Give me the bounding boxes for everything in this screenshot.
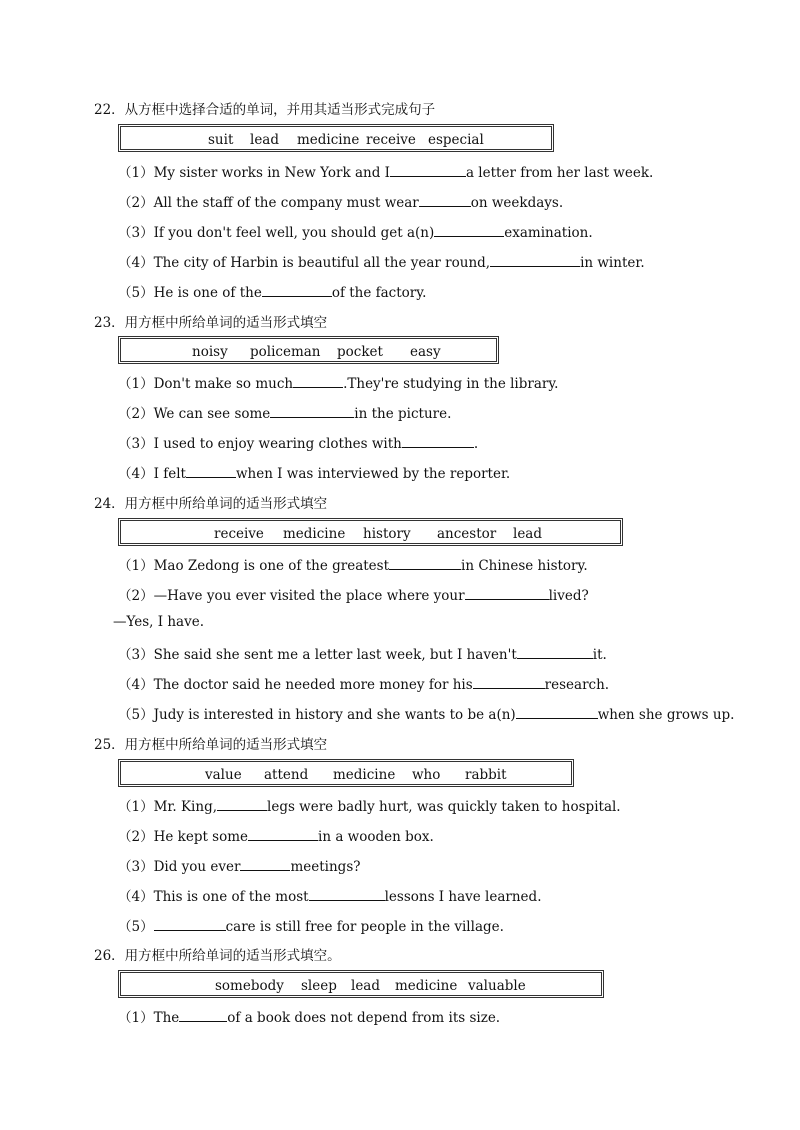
question-item [118,643,607,663]
word-box-26 [118,970,604,998]
word-box-23 [118,336,499,364]
answer-blank[interactable] [473,676,545,689]
question-item [118,372,558,392]
word-box-item: especial [428,132,484,148]
item-text-after: legs were badly hurt, was quickly taken to hospital. [267,799,621,815]
item-text-after: care is still free for people in the village. [225,919,504,935]
item-text-before: Mr. King, [153,799,218,815]
item-number: （2） [118,829,154,845]
item-number: （3） [118,436,154,452]
word-box-item: medicine [283,526,346,542]
item-text-before: He kept some [153,829,249,845]
item-number: （3） [118,647,154,663]
word-box-item: receive [366,132,416,148]
answer-blank[interactable] [179,1009,227,1022]
question-item [118,161,653,181]
item-text-before: My sister works in New York and I [153,165,390,181]
item-text-before: —Have you ever visited the place where your [153,588,465,604]
answer-blank[interactable] [293,375,343,388]
item-text-after: . [473,436,479,452]
item-text-before: The doctor said he needed more money for his [153,677,473,693]
item-number: （5） [118,919,154,935]
item-text-after: a letter from her last week. [465,165,654,181]
question-item [118,855,361,875]
item-text-after: of a book does not depend from its size. [227,1010,501,1026]
word-box-22 [118,124,554,152]
answer-blank[interactable] [262,284,332,297]
question-22-title: 22．从方框中选择合适的单词，并用其适当形式完成句子 [94,102,436,118]
item-number: （1） [118,376,154,392]
item-text-after: in Chinese history. [461,558,588,574]
answer-blank[interactable] [517,646,593,659]
answer-blank[interactable] [154,918,226,931]
question-item [118,554,588,574]
item-text-before: Did you ever [153,859,241,875]
answer-blank[interactable] [490,254,580,267]
item-text-after: it. [592,647,607,663]
question-item [118,915,504,935]
word-box-item: medicine [395,978,458,994]
question-item [118,251,645,271]
answer-blank[interactable] [402,435,474,448]
item-text-before: The city of Harbin is beautiful all the year round, [153,255,491,271]
answer-blank[interactable] [240,858,290,871]
question-item [118,281,426,301]
item-text-before: I used to enjoy wearing clothes with [153,436,402,452]
answer-blank[interactable] [465,587,549,600]
word-box-item: noisy [192,344,228,360]
item-text-before: She said she sent me a letter last week, but I haven't [153,647,517,663]
word-box-item: easy [410,344,441,360]
item-text-after: of the factory. [331,285,427,301]
item-number: （4） [118,677,154,693]
question-item [118,673,609,693]
item-number: （5） [118,285,154,301]
word-box-25 [118,759,574,787]
answer-blank[interactable] [309,888,385,901]
word-box-item: medicine [297,132,360,148]
item-number: （1） [118,1010,154,1026]
answer-line: —Yes, I have. [113,614,205,630]
item-number: （4） [118,466,154,482]
item-text-before: Mao Zedong is one of the greatest [153,558,390,574]
question-24-title: 24．用方框中所给单词的适当形式填空 [94,496,328,512]
item-text-after: examination. [504,225,593,241]
item-text-before: I felt [153,466,186,482]
item-text-after: meetings? [290,859,361,875]
item-number: （1） [118,799,154,815]
item-text-after: research. [544,677,610,693]
answer-blank[interactable] [248,828,318,841]
word-box-24 [118,518,623,546]
word-box-item: lead [250,132,279,148]
question-item [118,1006,500,1026]
word-box-item: pocket [337,344,383,360]
word-box-item: somebody [215,978,284,994]
question-item [118,432,478,452]
word-box-item: lead [513,526,542,542]
word-box-item: value [205,767,242,783]
item-text-before: Don't make so much [153,376,294,392]
word-box-item: who [412,767,441,783]
answer-blank[interactable] [516,706,598,719]
item-number: （2） [118,406,154,422]
word-box-item: medicine [333,767,396,783]
answer-blank[interactable] [434,224,504,237]
question-item [118,584,589,604]
item-text-before: We can see some [153,406,271,422]
word-box-item: lead [351,978,380,994]
item-text-after: lessons I have learned. [384,889,542,905]
answer-blank[interactable] [270,405,354,418]
word-box-item: suit [208,132,234,148]
question-item [118,703,734,723]
item-text-before: The [153,1010,180,1026]
answer-blank[interactable] [217,798,267,811]
question-item [118,795,621,815]
word-box-item: ancestor [437,526,497,542]
question-item [118,221,593,241]
item-number: （4） [118,255,154,271]
answer-blank[interactable] [186,465,236,478]
answer-blank[interactable] [390,164,466,177]
answer-blank[interactable] [389,557,461,570]
item-text-after: when I was interviewed by the reporter. [235,466,511,482]
item-text-after: when she grows up. [597,707,735,723]
question-23-title: 23．用方框中所给单词的适当形式填空 [94,315,328,331]
word-box-item: valuable [468,978,526,994]
question-item [118,885,541,905]
item-number: （3） [118,859,154,875]
question-item [118,462,510,482]
item-text-after: .They're studying in the library. [343,376,559,392]
word-box-item: receive [214,526,264,542]
question-26-title: 26．用方框中所给单词的适当形式填空。 [94,948,341,964]
item-text-before: He is one of the [153,285,262,301]
item-text-after: in a wooden box. [318,829,434,845]
item-text-before: If you don't feel well, you should get a(n) [153,225,435,241]
word-box-item: policeman [250,344,321,360]
word-box-item: attend [264,767,309,783]
item-text-before: All the staff of the company must wear [153,195,419,211]
item-number: （1） [118,165,154,181]
item-number: （1） [118,558,154,574]
question-item [118,191,563,211]
item-number: （4） [118,889,154,905]
question-25-title: 25．用方框中所给单词的适当形式填空 [94,737,328,753]
item-text-after: on weekdays. [470,195,564,211]
item-number: （2） [118,195,154,211]
item-text-after: in the picture. [354,406,452,422]
word-box-item: history [363,526,411,542]
item-number: （3） [118,225,154,241]
answer-blank[interactable] [419,194,471,207]
question-item [118,402,451,422]
item-number: （2） [118,588,154,604]
question-item [118,825,434,845]
word-box-item: sleep [301,978,337,994]
item-text-before: Judy is interested in history and she wants to be a(n) [153,707,516,723]
item-text-before: This is one of the most [153,889,309,905]
word-box-item: rabbit [465,767,507,783]
item-text-after: lived? [548,588,589,604]
item-number: （5） [118,707,154,723]
item-text-after: in winter. [580,255,645,271]
